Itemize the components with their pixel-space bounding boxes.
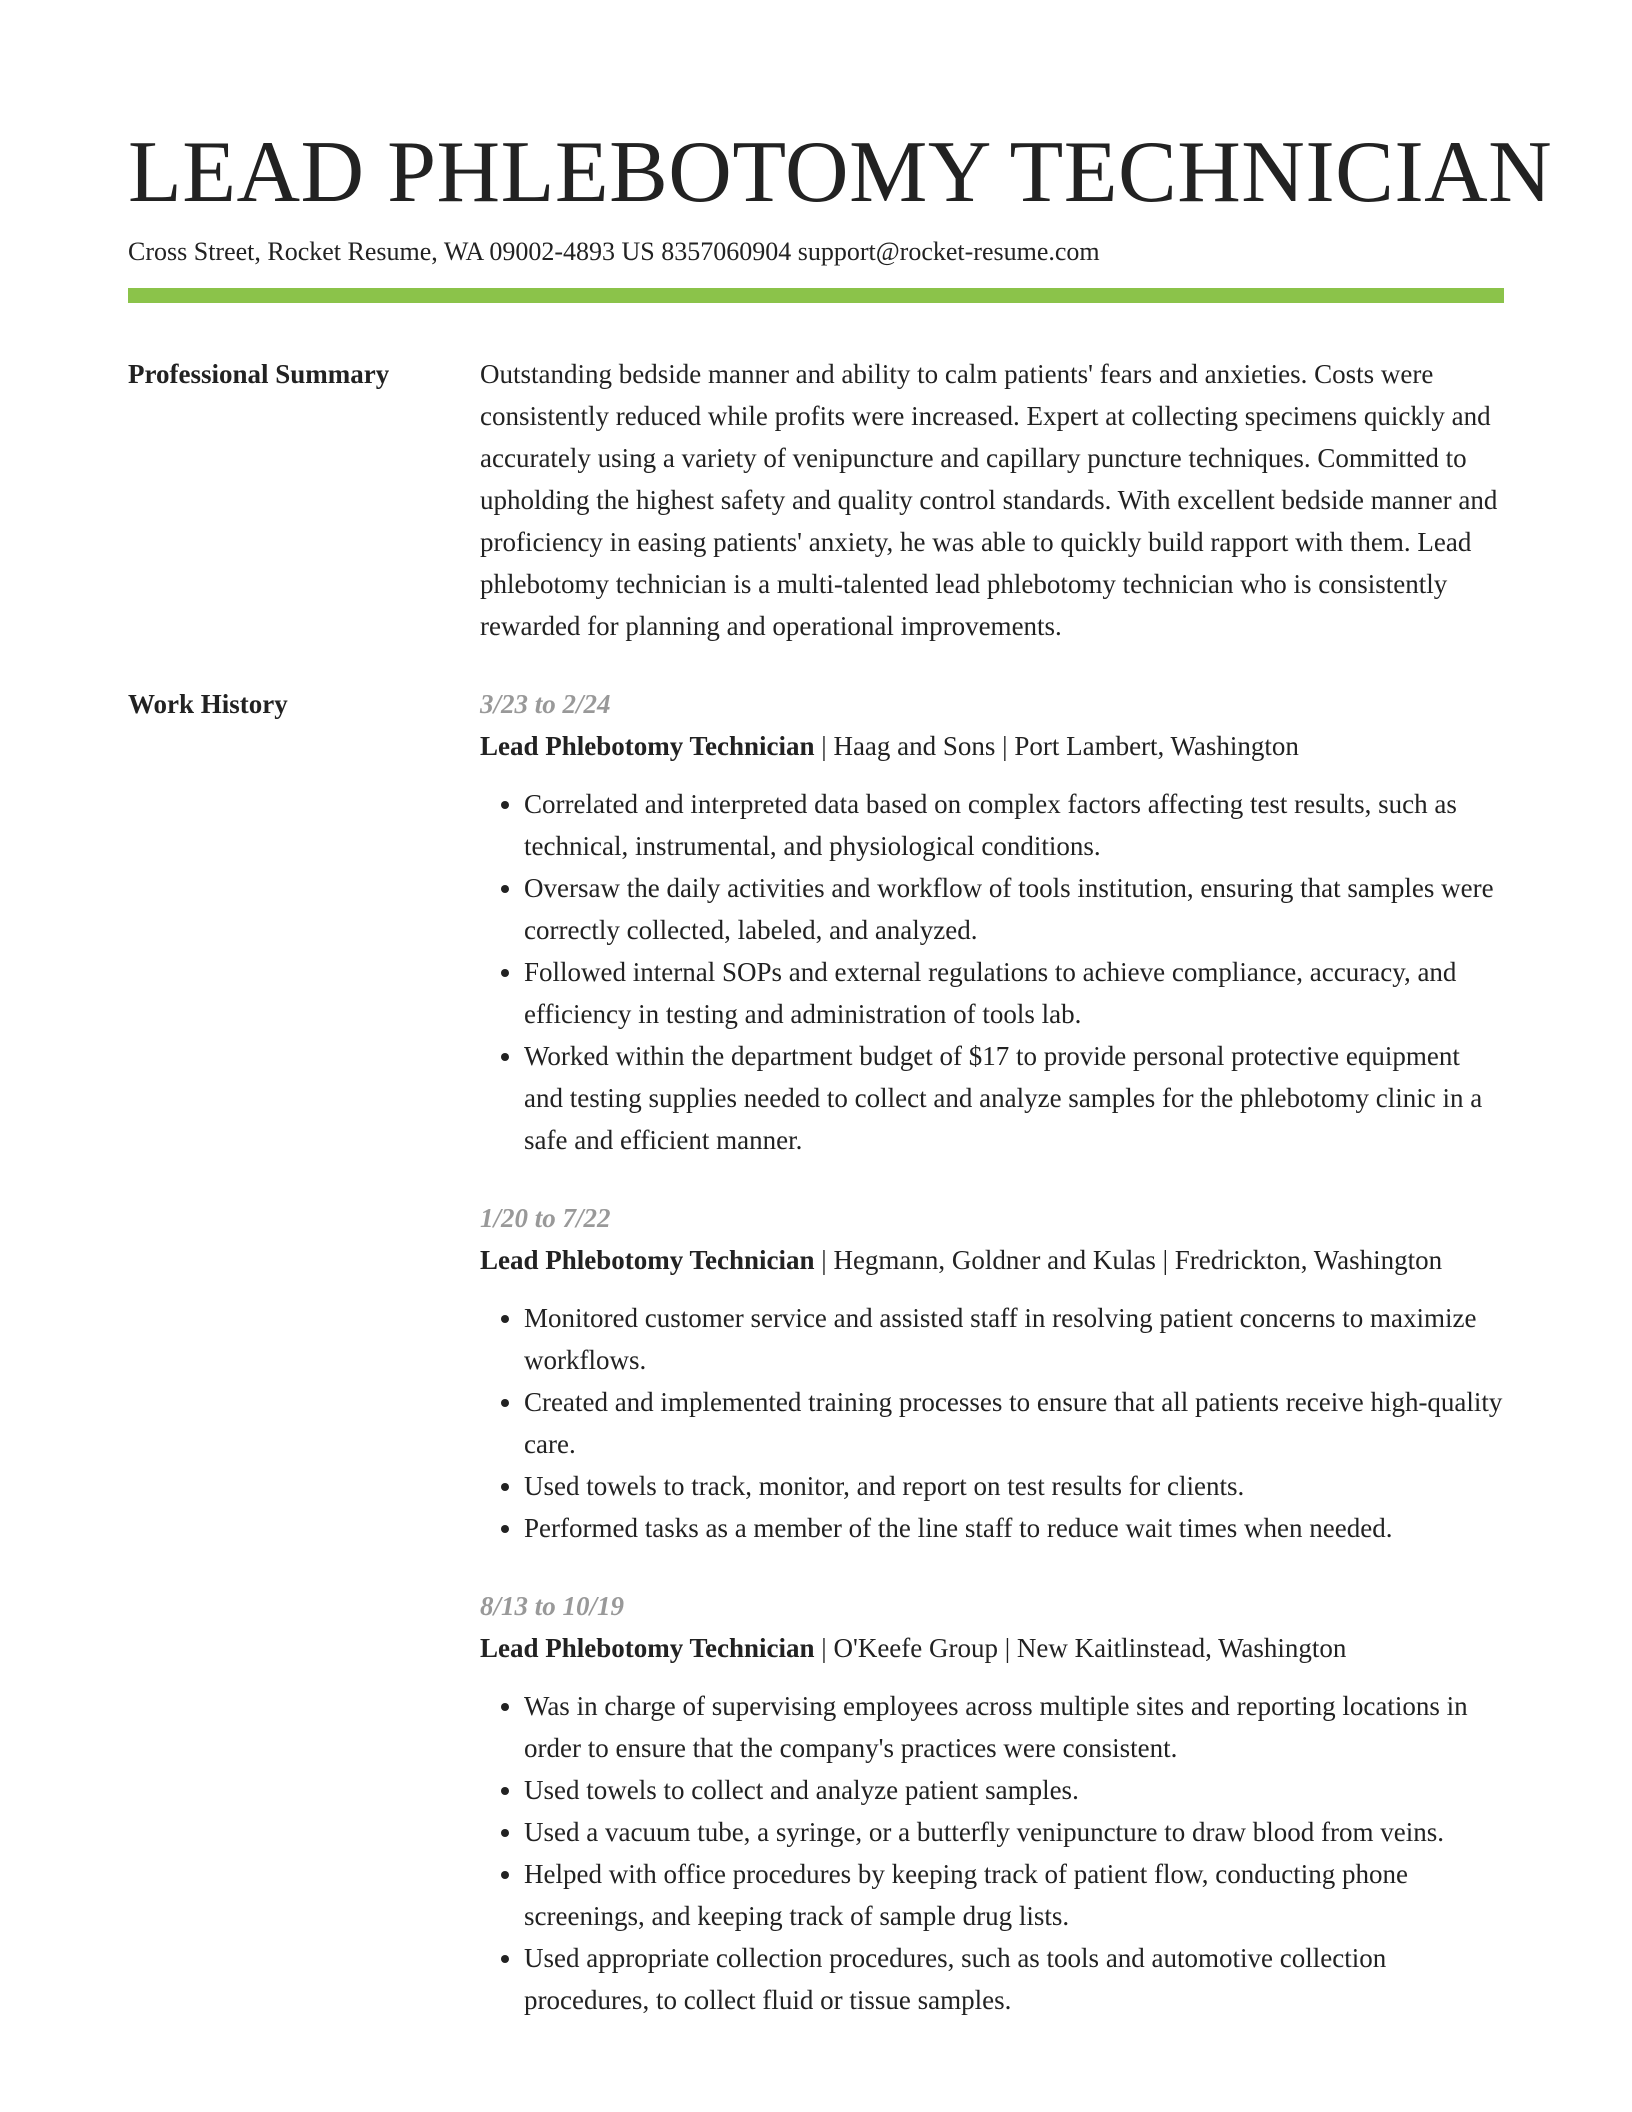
job-bullets bbox=[480, 1685, 1504, 2021]
job-employer-location: | Haag and Sons | Port Lambert, Washington bbox=[814, 731, 1299, 761]
job-dates: 8/13 to 10/19 bbox=[480, 1591, 625, 1621]
summary-text: Outstanding bedside manner and ability to calm patients' fears and anxieties. Costs were consistently reduced while profits were increased. Expert at collecting specimens quickly and accurately using a variety of venipuncture and capillary puncture techniques. Committed to upholding the highest safety and quality control standards. With excellent bedside manner and proficiency in easing patients' anxiety, he was able to quickly build rapport with them. Lead phlebotomy technician is a multi-talented lead phlebotomy technician who is consistently rewarded for planning and operational improvements. bbox=[480, 359, 1498, 641]
job-title: Lead Phlebotomy Technician bbox=[480, 731, 815, 761]
job-bullet: • Used towels to collect and analyze patient samples. bbox=[524, 1769, 1504, 1811]
job-bullets bbox=[480, 783, 1504, 1161]
work-history-section bbox=[128, 683, 1504, 2057]
summary-heading: Professional Summary bbox=[128, 359, 390, 389]
summary-section bbox=[128, 353, 1504, 647]
resume-title: LEAD PHLEBOTOMY TECHNICIAN bbox=[128, 124, 1553, 221]
job-bullet: • Used a vacuum tube, a syringe, or a butterfly venipuncture to draw blood from veins. bbox=[524, 1811, 1504, 1853]
job-bullet: • Created and implemented training processes to ensure that all patients receive high-quality care. bbox=[524, 1381, 1504, 1465]
job-bullet: • Worked within the department budget of $17 to provide personal protective equipment and testing supplies needed to collect and analyze samples for the phlebotomy clinic in a safe and efficient manner. bbox=[524, 1035, 1504, 1161]
job-entry bbox=[480, 1197, 1504, 1549]
job-heading bbox=[480, 725, 1504, 767]
resume-page bbox=[128, 118, 1553, 2057]
job-bullet: • Oversaw the daily activities and workflow of tools institution, ensuring that samples were correctly collected, labeled, and analyzed. bbox=[524, 867, 1504, 951]
job-bullet: • Was in charge of supervising employees across multiple sites and reporting locations in order to ensure that the company's practices were consistent. bbox=[524, 1685, 1504, 1769]
summary-body bbox=[480, 353, 1504, 647]
job-bullet: • Helped with office procedures by keeping track of patient flow, conducting phone screenings, and keeping track of sample drug lists. bbox=[524, 1853, 1504, 1937]
job-entry bbox=[480, 683, 1504, 1161]
job-bullet: • Followed internal SOPs and external regulations to achieve compliance, accuracy, and efficiency in testing and administration of tools lab. bbox=[524, 951, 1504, 1035]
job-title: Lead Phlebotomy Technician bbox=[480, 1245, 815, 1275]
job-bullet: • Used appropriate collection procedures, such as tools and automotive collection procedures, to collect fluid or tissue samples. bbox=[524, 1937, 1504, 2021]
header-divider bbox=[128, 288, 1504, 303]
job-dates: 3/23 to 2/24 bbox=[480, 689, 611, 719]
contact-line: Cross Street, Rocket Resume, WA 09002-4893 US 8357060904 support@rocket-resume.com bbox=[128, 237, 1100, 266]
job-bullet: • Used towels to track, monitor, and report on test results for clients. bbox=[524, 1465, 1504, 1507]
job-title: Lead Phlebotomy Technician bbox=[480, 1633, 815, 1663]
job-heading bbox=[480, 1627, 1504, 1669]
job-entry bbox=[480, 1585, 1504, 2021]
job-bullet: • Performed tasks as a member of the line staff to reduce wait times when needed. bbox=[524, 1507, 1504, 1549]
job-bullet: • Monitored customer service and assisted staff in resolving patient concerns to maximize workflows. bbox=[524, 1297, 1504, 1381]
job-employer-location: | Hegmann, Goldner and Kulas | Fredrickton, Washington bbox=[814, 1245, 1443, 1275]
work-history-heading: Work History bbox=[128, 689, 288, 719]
job-employer-location: | O'Keefe Group | New Kaitlinstead, Washington bbox=[814, 1633, 1347, 1663]
job-bullets bbox=[480, 1297, 1504, 1549]
job-bullet: • Correlated and interpreted data based on complex factors affecting test results, such as technical, instrumental, and physiological conditions. bbox=[524, 783, 1504, 867]
job-dates: 1/20 to 7/22 bbox=[480, 1203, 611, 1233]
job-heading bbox=[480, 1239, 1504, 1281]
work-history-body bbox=[480, 683, 1504, 2057]
